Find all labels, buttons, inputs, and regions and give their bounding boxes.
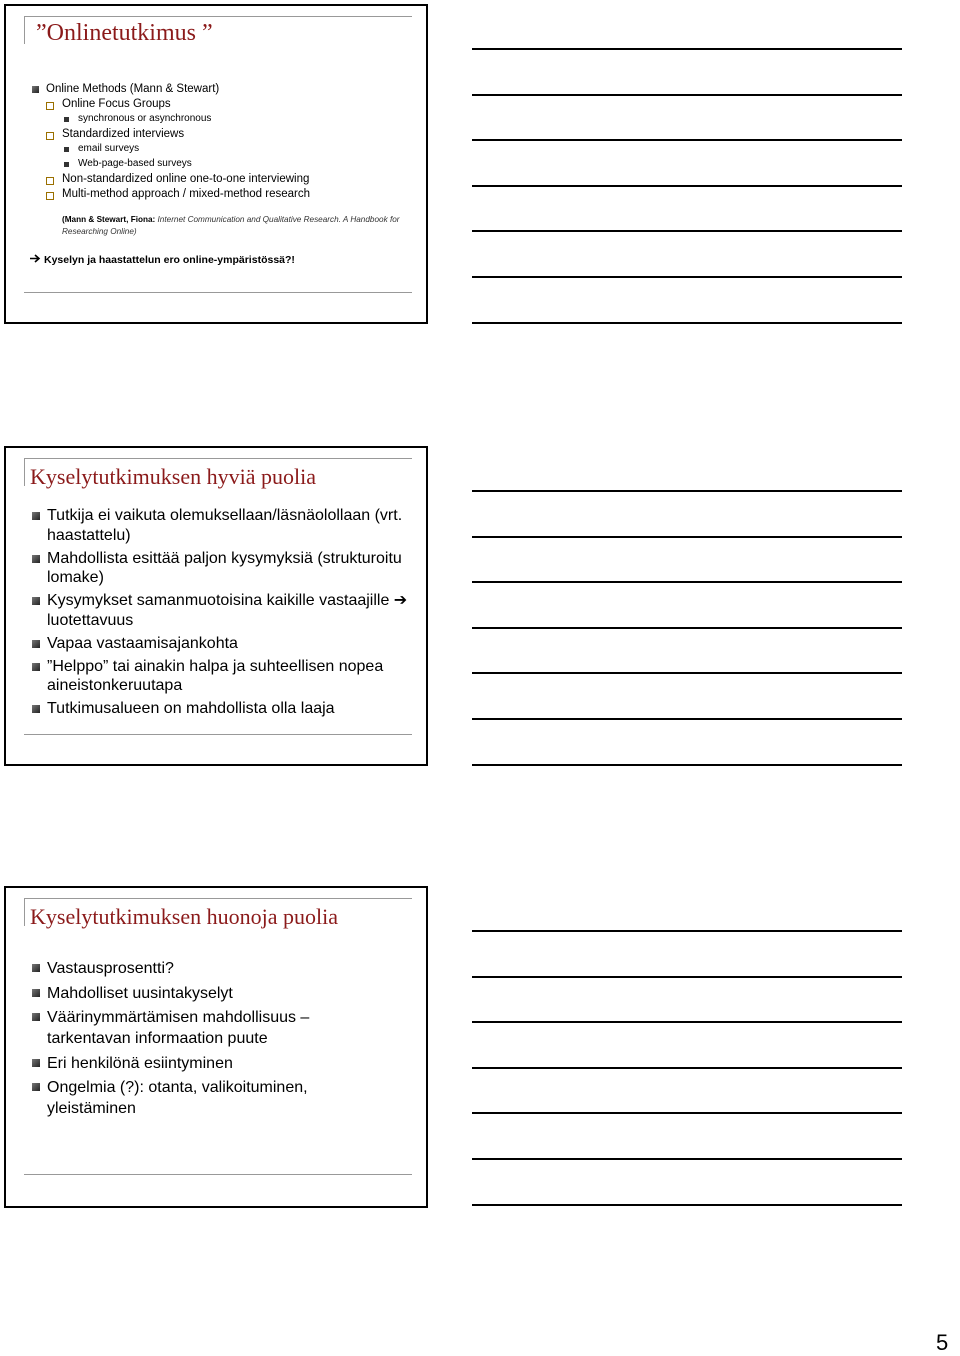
square-bullet-icon bbox=[32, 597, 40, 605]
note-line bbox=[472, 94, 902, 96]
list-item: Online Methods (Mann & Stewart) bbox=[32, 82, 310, 97]
slide-3 bbox=[4, 886, 428, 1208]
note-line bbox=[472, 536, 902, 538]
square-bullet-icon bbox=[64, 162, 69, 167]
list-item: synchronous or asynchronous bbox=[32, 112, 310, 127]
title-rule-left bbox=[24, 458, 25, 486]
note-line bbox=[472, 1067, 902, 1069]
footer-rule bbox=[24, 734, 412, 735]
note-line bbox=[472, 276, 902, 278]
list-item: Tutkimusalueen on mahdollista olla laaja bbox=[32, 699, 412, 719]
square-bullet-icon bbox=[32, 964, 40, 972]
reference-citation: (Mann & Stewart, Fiona: Internet Communication and Qualitative Research. A Handbook for Researching Online) bbox=[62, 215, 400, 236]
slide-title: Kyselytutkimuksen huonoja puolia bbox=[30, 904, 338, 929]
list-item: Standardized interviews bbox=[32, 127, 310, 142]
square-bullet-icon bbox=[32, 1059, 40, 1067]
bullet-list bbox=[32, 82, 310, 202]
title-rule bbox=[24, 458, 412, 459]
note-line bbox=[472, 230, 902, 232]
page-number: 5 bbox=[936, 1330, 949, 1355]
question-line: Kyselyn ja haastattelun ero online-ympäristössä?! bbox=[30, 254, 295, 266]
note-line bbox=[472, 1158, 902, 1160]
slide-1 bbox=[4, 4, 428, 324]
list-item: Mahdolliset uusintakyselyt bbox=[32, 983, 352, 1004]
square-bullet-icon bbox=[64, 147, 69, 152]
square-bullet-icon bbox=[32, 989, 40, 997]
square-bullet-icon bbox=[32, 1083, 40, 1091]
checkbox-bullet-icon bbox=[46, 177, 54, 185]
square-bullet-icon bbox=[32, 86, 39, 93]
note-line bbox=[472, 627, 902, 629]
square-bullet-icon bbox=[32, 555, 40, 563]
list-item: Ongelmia (?): otanta, valikoituminen, yleistäminen bbox=[32, 1077, 352, 1119]
title-rule-left bbox=[24, 898, 25, 926]
note-line bbox=[472, 764, 902, 766]
note-line bbox=[472, 139, 902, 141]
list-item: ”Helppo” tai ainakin halpa ja suhteellisen nopea aineistonkeruutapa bbox=[32, 657, 412, 696]
title-rule-left bbox=[24, 16, 25, 44]
footer-rule bbox=[24, 1174, 412, 1175]
note-line bbox=[472, 48, 902, 50]
bullet-list bbox=[32, 958, 352, 1123]
title-rule bbox=[24, 898, 412, 899]
square-bullet-icon bbox=[32, 512, 40, 520]
slide-2 bbox=[4, 446, 428, 766]
list-item: Multi-method approach / mixed-method research bbox=[32, 187, 310, 202]
list-item: Non-standardized online one-to-one interviewing bbox=[32, 172, 310, 187]
slide-title: Kyselytutkimuksen hyviä puolia bbox=[30, 464, 316, 489]
note-line bbox=[472, 1021, 902, 1023]
list-item: Tutkija ei vaikuta olemuksellaan/läsnäolollaan (vrt. haastattelu) bbox=[32, 506, 412, 545]
footer-rule bbox=[24, 292, 412, 293]
arrow-right-icon bbox=[30, 254, 44, 266]
note-line bbox=[472, 490, 902, 492]
list-item: Online Focus Groups bbox=[32, 97, 310, 112]
list-item: Kysymykset samanmuotoisina kaikille vastaajille ➔ luotettavuus bbox=[32, 591, 412, 630]
square-bullet-icon bbox=[32, 1013, 40, 1021]
note-line bbox=[472, 672, 902, 674]
square-bullet-icon bbox=[32, 663, 40, 671]
list-item: Väärinymmärtämisen mahdollisuus – tarkentavan informaation puute bbox=[32, 1007, 352, 1049]
slide-title: ”Onlinetutkimus ” bbox=[36, 20, 213, 46]
note-line bbox=[472, 1112, 902, 1114]
note-line bbox=[472, 718, 902, 720]
note-line bbox=[472, 976, 902, 978]
list-item: Eri henkilönä esiintyminen bbox=[32, 1053, 352, 1074]
square-bullet-icon bbox=[64, 117, 69, 122]
note-line bbox=[472, 581, 902, 583]
square-bullet-icon bbox=[32, 640, 40, 648]
bullet-list bbox=[32, 506, 412, 722]
note-line bbox=[472, 322, 902, 324]
note-line bbox=[472, 930, 902, 932]
checkbox-bullet-icon bbox=[46, 102, 54, 110]
title-rule bbox=[24, 16, 412, 17]
note-line bbox=[472, 1204, 902, 1206]
checkbox-bullet-icon bbox=[46, 192, 54, 200]
list-item: Web-page-based surveys bbox=[32, 157, 310, 172]
list-item: email surveys bbox=[32, 142, 310, 157]
list-item: Vastausprosentti? bbox=[32, 958, 352, 979]
checkbox-bullet-icon bbox=[46, 132, 54, 140]
square-bullet-icon bbox=[32, 705, 40, 713]
list-item: Mahdollista esittää paljon kysymyksiä (strukturoitu lomake) bbox=[32, 549, 412, 588]
list-item: Vapaa vastaamisajankohta bbox=[32, 634, 412, 654]
note-line bbox=[472, 185, 902, 187]
